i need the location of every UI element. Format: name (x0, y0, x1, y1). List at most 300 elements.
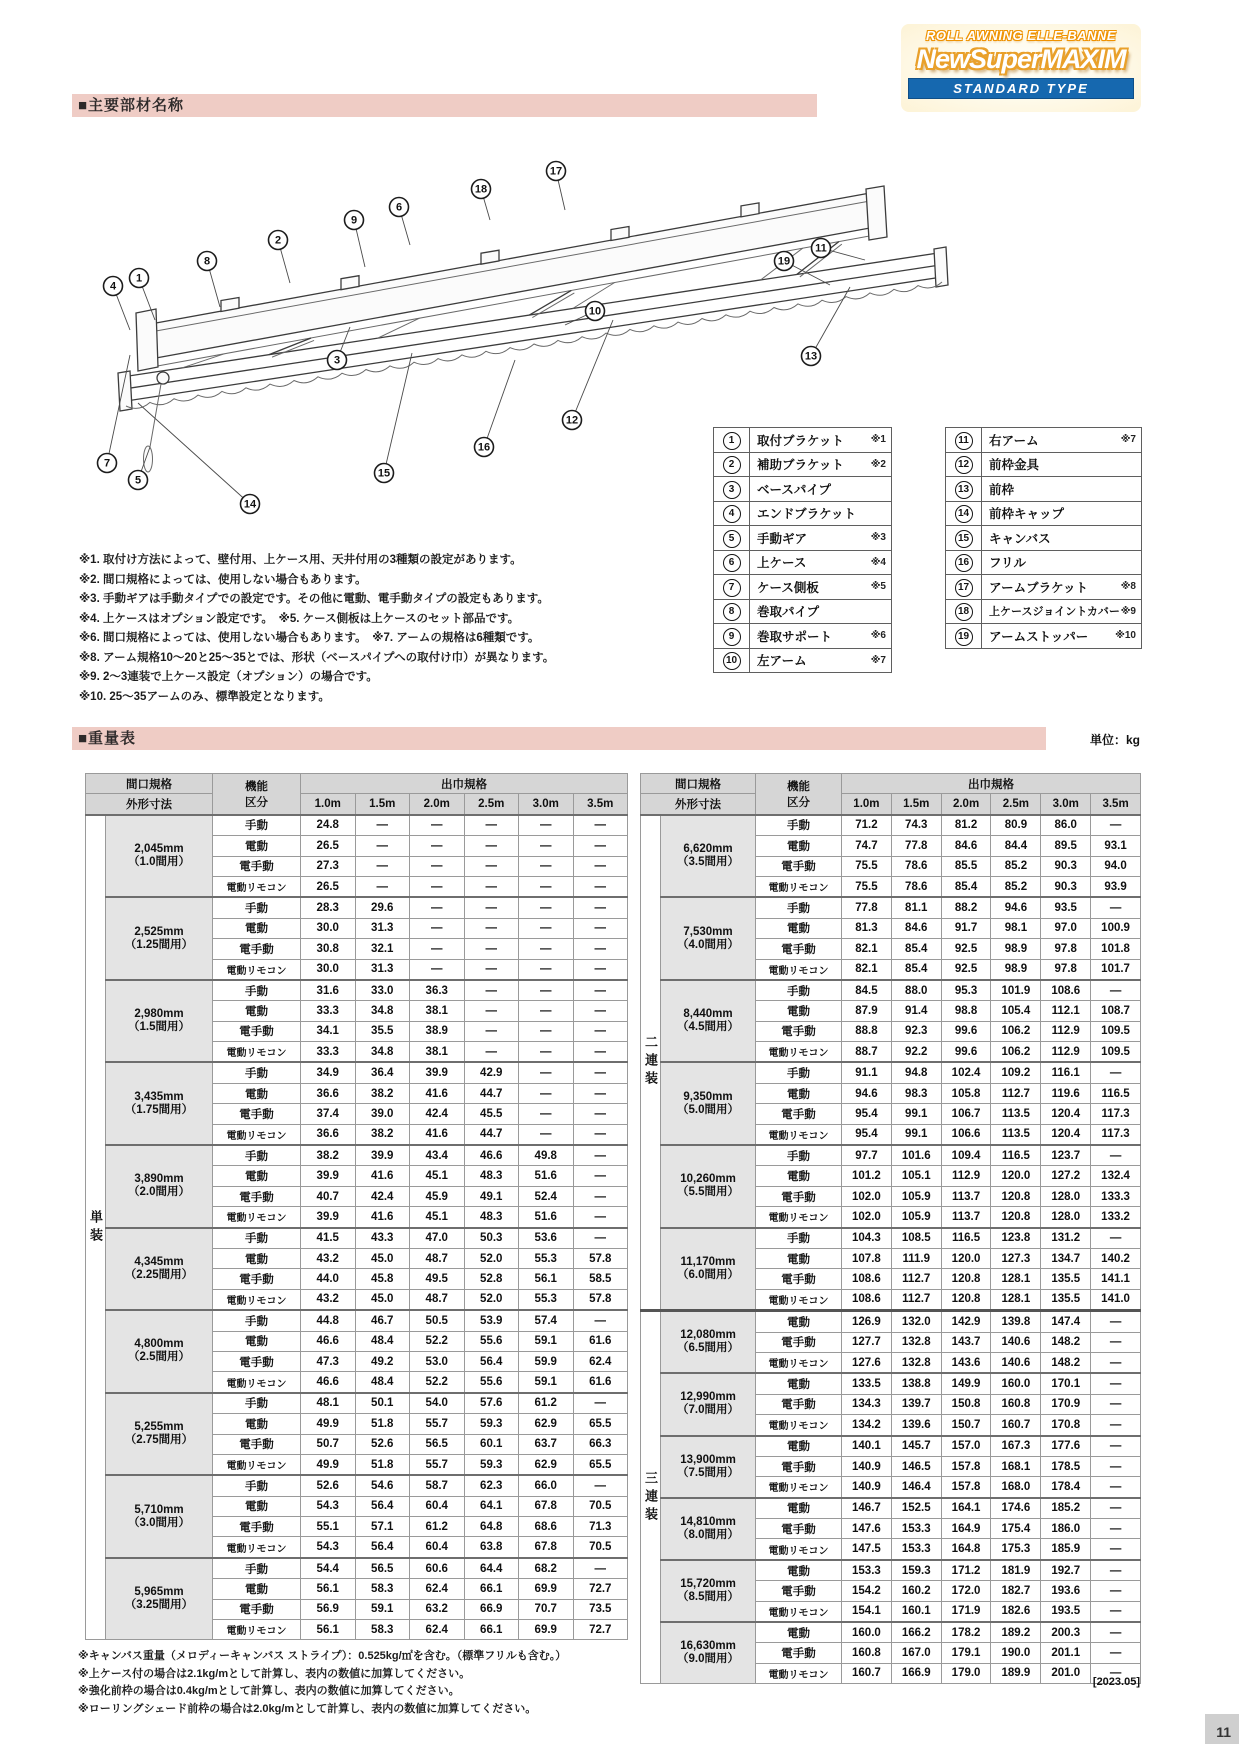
weight-value-cell: 102.0 (842, 1207, 892, 1228)
weight-value-cell: — (355, 836, 410, 856)
weight-value-cell: — (355, 876, 410, 897)
weight-value-cell: — (464, 939, 519, 959)
weight-value-cell: 94.6 (991, 897, 1041, 918)
weight-row (86, 1145, 628, 1166)
weight-value-cell: 172.0 (941, 1581, 991, 1601)
weight-value-cell: — (519, 836, 574, 856)
weight-value-cell: 154.1 (842, 1601, 892, 1622)
legend-number-cell (946, 428, 982, 453)
function-cell: 電動 (213, 1496, 301, 1516)
function-cell: 電動 (756, 1373, 842, 1394)
weight-value-cell: 108.5 (891, 1228, 941, 1249)
weight-value-cell: 54.0 (410, 1393, 465, 1414)
weight-value-cell: 32.1 (355, 939, 410, 959)
weight-value-cell: 60.6 (410, 1558, 465, 1579)
weight-value-cell: 53.9 (464, 1310, 519, 1331)
weight-value-cell: 102.0 (842, 1186, 892, 1206)
weight-value-cell: 39.9 (301, 1207, 356, 1228)
weight-value-cell: 168.0 (991, 1477, 1041, 1498)
weight-value-cell: 200.3 (1041, 1622, 1091, 1643)
weight-value-cell: 140.9 (842, 1477, 892, 1498)
weight-value-cell: 34.8 (355, 1001, 410, 1021)
weight-row (86, 1558, 628, 1579)
function-cell: 電動 (213, 1414, 301, 1434)
weight-row (641, 897, 1141, 918)
weight-value-cell: 98.3 (891, 1083, 941, 1103)
function-cell: 電動リモコン (213, 959, 301, 980)
weight-value-cell: 86.0 (1041, 815, 1091, 836)
weight-value-cell: 148.2 (1041, 1332, 1091, 1352)
weight-value-cell: 49.2 (355, 1351, 410, 1371)
weight-value-cell: 116.5 (991, 1145, 1041, 1166)
weight-value-cell: 44.8 (301, 1310, 356, 1331)
release-mark: [2023.05] (1092, 1676, 1140, 1688)
weight-value-cell: 140.6 (991, 1332, 1041, 1352)
weight-value-cell: — (573, 1124, 628, 1145)
weight-value-cell: 166.9 (891, 1663, 941, 1683)
legend-label-cell (750, 648, 892, 673)
weight-value-cell: 55.7 (410, 1454, 465, 1475)
function-cell: 電動リモコン (213, 876, 301, 897)
opening-size-cell: 2,525mm （1.25間用） (106, 897, 213, 980)
function-cell: 電手動 (213, 1104, 301, 1124)
weight-value-cell: 160.0 (991, 1373, 1041, 1394)
weight-value-cell: 56.9 (301, 1599, 356, 1619)
weight-value-cell: — (1091, 1601, 1141, 1622)
function-cell: 電動 (756, 918, 842, 938)
callout-1 (130, 269, 149, 288)
legend-label-cell (982, 599, 1142, 624)
callout-7 (98, 454, 117, 473)
legend-label-cell (982, 624, 1142, 649)
weight-value-cell: — (519, 1021, 574, 1041)
section-title-weight: ■重量表 (72, 727, 1046, 750)
weight-value-cell: 90.3 (1041, 856, 1091, 876)
weight-value-cell: 193.6 (1041, 1581, 1091, 1601)
function-cell: 電動 (756, 1248, 842, 1268)
function-cell: 電動リモコン (756, 1352, 842, 1373)
weight-value-cell: — (355, 856, 410, 876)
function-cell: 手動 (213, 1393, 301, 1414)
weight-value-cell: 179.1 (941, 1643, 991, 1663)
weight-value-cell: 116.5 (941, 1228, 991, 1249)
function-cell: 電手動 (213, 856, 301, 876)
parts-legend-left (713, 427, 892, 673)
legend-number-cell (714, 477, 750, 502)
weight-value-cell: 189.9 (991, 1663, 1041, 1683)
part-name: 前枠 (989, 482, 1015, 497)
svg-text:18: 18 (474, 183, 488, 196)
weight-value-cell: 38.1 (410, 1001, 465, 1021)
header-projection-size: 1.0m (842, 794, 892, 815)
svg-text:19: 19 (777, 255, 791, 268)
svg-text:11: 11 (815, 242, 827, 255)
function-cell: 電動リモコン (756, 876, 842, 897)
weight-value-cell: 120.0 (991, 1166, 1041, 1186)
weight-value-cell: 92.3 (891, 1021, 941, 1041)
weight-value-cell: 38.1 (410, 1042, 465, 1063)
weight-value-cell: 74.7 (842, 836, 892, 856)
brand-logo (901, 24, 1141, 112)
legend-label-cell (982, 526, 1142, 551)
weight-value-cell: 99.6 (941, 1021, 991, 1041)
weight-value-cell: 42.4 (410, 1104, 465, 1124)
weight-value-cell: 109.2 (991, 1062, 1041, 1083)
circled-number: 10 (723, 652, 741, 670)
weight-value-cell: — (573, 897, 628, 918)
weight-value-cell: 55.3 (519, 1248, 574, 1268)
weight-value-cell: 84.6 (941, 836, 991, 856)
weight-value-cell: 67.8 (519, 1537, 574, 1558)
weight-value-cell: 45.5 (464, 1104, 519, 1124)
opening-size-cell: 10,260mm （5.5間用） (661, 1145, 756, 1228)
weight-value-cell: 36.6 (301, 1083, 356, 1103)
header-projection-spec: 出巾規格 (842, 774, 1141, 794)
weight-value-cell: 47.0 (410, 1228, 465, 1249)
legend-row (946, 452, 1142, 477)
weight-value-cell: 100.9 (1091, 918, 1141, 938)
weight-value-cell: 44.7 (464, 1124, 519, 1145)
function-cell: 電手動 (756, 1519, 842, 1539)
weight-value-cell: — (519, 1042, 574, 1063)
function-cell: 電動リモコン (213, 1042, 301, 1063)
legend-number-cell (714, 452, 750, 477)
function-cell: 電動 (213, 836, 301, 856)
part-name: 手動ギア (757, 531, 808, 546)
weight-value-cell: 167.0 (891, 1643, 941, 1663)
weight-value-cell: 128.1 (991, 1289, 1041, 1310)
frill (126, 282, 942, 408)
weight-value-cell: 109.5 (1091, 1021, 1141, 1041)
weight-value-cell: 52.2 (410, 1372, 465, 1393)
opening-size-cell: 12,990mm （7.0間用） (661, 1373, 756, 1435)
weight-value-cell: 134.3 (842, 1394, 892, 1414)
footnote-line: ※4. 上ケースはオプション設定です。 ※5. ケース側板は上ケースのセット部品です。 (79, 612, 520, 625)
weight-value-cell: 105.8 (941, 1083, 991, 1103)
weight-value-cell: 120.8 (991, 1207, 1041, 1228)
weight-value-cell: 97.8 (1041, 939, 1091, 959)
circled-number: 1 (723, 432, 741, 450)
weight-value-cell: 56.4 (355, 1537, 410, 1558)
callout-4 (104, 277, 123, 296)
function-cell: 電動リモコン (756, 1207, 842, 1228)
weight-value-cell: 138.8 (891, 1373, 941, 1394)
weight-value-cell: 102.4 (941, 1062, 991, 1083)
weight-value-cell: — (573, 1166, 628, 1186)
weight-value-cell: — (573, 876, 628, 897)
function-cell: 手動 (756, 1062, 842, 1083)
weight-value-cell: — (1091, 1622, 1141, 1643)
weight-value-cell: — (410, 815, 465, 836)
weight-value-cell: 45.1 (410, 1207, 465, 1228)
weight-value-cell: 70.5 (573, 1496, 628, 1516)
weight-value-cell: 66.1 (464, 1579, 519, 1599)
weight-value-cell: 57.8 (573, 1289, 628, 1310)
weight-value-cell: 123.8 (991, 1228, 1041, 1249)
weight-value-cell: — (1091, 815, 1141, 836)
footnote-line: ※1. 取付け方法によって、壁付用、上ケース用、天井付用の3種類の設定があります。 (79, 554, 522, 566)
weight-value-cell: 48.4 (355, 1372, 410, 1393)
weight-value-cell: — (1091, 1456, 1141, 1476)
legend-number-cell (946, 477, 982, 502)
weight-value-cell: 27.3 (301, 856, 356, 876)
weight-value-cell: 88.8 (842, 1021, 892, 1041)
weight-value-cell: 89.5 (1041, 836, 1091, 856)
weight-value-cell: 127.2 (1041, 1166, 1091, 1186)
weight-value-cell: 140.2 (1091, 1248, 1141, 1268)
weight-value-cell: 117.3 (1091, 1124, 1141, 1145)
weight-value-cell: — (1091, 1145, 1141, 1166)
weight-value-cell: 90.3 (1041, 876, 1091, 897)
circled-number: 12 (955, 456, 973, 474)
part-name: ケース側板 (757, 580, 819, 595)
weight-value-cell: — (464, 897, 519, 918)
legend-row (714, 526, 892, 551)
opening-size-cell: 5,965mm （3.25間用） (106, 1558, 213, 1640)
legend-label-cell (982, 452, 1142, 477)
weight-value-cell: 64.4 (464, 1558, 519, 1579)
opening-size-cell: 6,620mm （3.5間用） (661, 815, 756, 898)
weight-value-cell: 170.1 (1041, 1373, 1091, 1394)
weight-value-cell: 113.7 (941, 1207, 991, 1228)
weight-value-cell: 56.4 (464, 1351, 519, 1371)
weight-value-cell: 43.2 (301, 1248, 356, 1268)
weight-value-cell: 41.6 (355, 1207, 410, 1228)
opening-size-cell: 8,440mm （4.5間用） (661, 980, 756, 1063)
weight-value-cell: 49.9 (301, 1414, 356, 1434)
weight-value-cell: 95.4 (842, 1104, 892, 1124)
weight-value-cell: 116.1 (1041, 1062, 1091, 1083)
weight-value-cell: 105.9 (891, 1186, 941, 1206)
header-opening-spec: 間口規格 (86, 774, 213, 794)
opening-size-cell: 5,255mm （2.75間用） (106, 1393, 213, 1476)
weight-value-cell: 59.1 (519, 1331, 574, 1351)
weight-value-cell: 140.9 (842, 1456, 892, 1476)
weight-value-cell: 50.5 (410, 1310, 465, 1331)
weight-value-cell: 70.5 (573, 1537, 628, 1558)
weight-value-cell: — (1091, 897, 1141, 918)
weight-value-cell: 168.1 (991, 1456, 1041, 1476)
legend-row (714, 624, 892, 649)
circled-number: 13 (955, 481, 973, 499)
footnote-line: ※6. 間口規格によっては、使用しない場合もあります。 ※7. アームの規格は6種類です。 (79, 632, 540, 644)
mount-type-label: 単装 (86, 815, 106, 1640)
function-cell: 手動 (213, 1558, 301, 1579)
footnote-line: ※3. 手動ギアは手動タイプでの設定です。その他に電動、電手動タイプの設定もあります。 (79, 593, 549, 605)
legend-label-cell (750, 550, 892, 575)
weight-value-cell: 178.2 (941, 1622, 991, 1643)
weight-value-cell: — (573, 918, 628, 938)
weight-value-cell: — (464, 918, 519, 938)
header-outer-dimension: 外形寸法 (86, 794, 213, 815)
weight-value-cell: 120.4 (1041, 1124, 1091, 1145)
weight-value-cell: 54.3 (301, 1537, 356, 1558)
weight-value-cell: 31.3 (355, 959, 410, 980)
weight-value-cell: 49.1 (464, 1186, 519, 1206)
weight-value-cell: 28.3 (301, 897, 356, 918)
function-cell: 電手動 (756, 939, 842, 959)
weight-value-cell: 98.1 (991, 918, 1041, 938)
weight-value-cell: 48.7 (410, 1289, 465, 1310)
weight-value-cell: 65.5 (573, 1454, 628, 1475)
function-cell: 電動リモコン (756, 1477, 842, 1498)
weight-value-cell: 134.2 (842, 1415, 892, 1436)
weight-value-cell: — (519, 1062, 574, 1083)
weight-value-cell: 167.3 (991, 1436, 1041, 1457)
weight-value-cell: 97.0 (1041, 918, 1091, 938)
weight-value-cell: 56.1 (519, 1269, 574, 1289)
function-cell: 電手動 (756, 1394, 842, 1414)
weight-value-cell: 175.4 (991, 1519, 1041, 1539)
weight-value-cell: — (464, 1021, 519, 1041)
weight-value-cell: 52.2 (410, 1331, 465, 1351)
weight-value-cell: 52.6 (301, 1475, 356, 1496)
weight-value-cell: — (519, 856, 574, 876)
part-name: アームストッパー (989, 629, 1089, 644)
function-cell: 電動リモコン (213, 1124, 301, 1145)
weight-value-cell: 97.8 (1041, 959, 1091, 980)
weight-value-cell: 33.0 (355, 980, 410, 1001)
weight-value-cell: 41.6 (410, 1083, 465, 1103)
weight-value-cell: 41.6 (410, 1124, 465, 1145)
weight-value-cell: 160.2 (891, 1581, 941, 1601)
weight-value-cell: — (573, 1042, 628, 1063)
weight-value-cell: 73.5 (573, 1599, 628, 1619)
brand-logo-tagline: ROLL AWNING ELLE-BANNE (925, 28, 1117, 43)
weight-value-cell: 182.6 (991, 1601, 1041, 1622)
function-cell: 手動 (213, 1310, 301, 1331)
weight-value-cell: 63.7 (519, 1434, 574, 1454)
weight-value-cell: 40.7 (301, 1186, 356, 1206)
weight-value-cell: 97.7 (842, 1145, 892, 1166)
header-projection-size: 3.5m (1091, 794, 1141, 815)
weight-value-cell: — (573, 1104, 628, 1124)
weight-value-cell: 112.7 (891, 1289, 941, 1310)
weight-value-cell: 31.3 (355, 918, 410, 938)
weight-value-cell: 150.7 (941, 1415, 991, 1436)
roll-pipe (152, 235, 875, 367)
svg-text:5: 5 (134, 474, 142, 487)
callout-11 (812, 239, 831, 258)
weight-value-cell: 146.4 (891, 1477, 941, 1498)
weight-value-cell: 59.1 (519, 1372, 574, 1393)
weight-value-cell: — (573, 1558, 628, 1579)
weight-value-cell: 201.1 (1041, 1643, 1091, 1663)
weight-value-cell: 189.2 (991, 1622, 1041, 1643)
weight-value-cell: 190.0 (991, 1643, 1041, 1663)
weight-value-cell: 66.1 (464, 1620, 519, 1640)
function-cell: 電手動 (213, 1269, 301, 1289)
weight-value-cell: 153.3 (891, 1519, 941, 1539)
weight-value-cell: 43.4 (410, 1145, 465, 1166)
legend-number-cell (946, 452, 982, 477)
weight-value-cell: 146.5 (891, 1456, 941, 1476)
weight-value-cell: 105.4 (991, 1001, 1041, 1021)
function-cell: 電手動 (213, 1186, 301, 1206)
callout-18 (472, 180, 491, 199)
header-projection-spec: 出巾規格 (301, 774, 628, 794)
circled-number: 3 (723, 481, 741, 499)
weight-value-cell: 135.5 (1041, 1269, 1091, 1289)
weight-value-cell: — (573, 1083, 628, 1103)
weight-value-cell: 34.9 (301, 1062, 356, 1083)
weight-value-cell: 93.5 (1041, 897, 1091, 918)
weight-value-cell: 159.3 (891, 1560, 941, 1581)
footnote-line: ※ローリングシェード前枠の場合は2.0kg/mとして計算し、表内の数値に加算してください。 (78, 1702, 537, 1715)
weight-value-cell: 112.1 (1041, 1001, 1091, 1021)
legend-row (946, 550, 1142, 575)
weight-value-cell: 50.7 (301, 1434, 356, 1454)
opening-size-cell: 4,345mm （2.25間用） (106, 1228, 213, 1311)
function-cell: 電動リモコン (756, 1415, 842, 1436)
weight-value-cell: — (410, 939, 465, 959)
weight-value-cell: 99.1 (891, 1104, 941, 1124)
callout-16 (475, 438, 494, 457)
callout-14 (241, 495, 260, 514)
legend-number-cell (714, 501, 750, 526)
circled-number: 6 (723, 554, 741, 572)
weight-value-cell: 26.5 (301, 836, 356, 856)
weight-value-cell: 71.2 (842, 815, 892, 836)
weight-value-cell: 81.3 (842, 918, 892, 938)
weight-value-cell: 52.0 (464, 1289, 519, 1310)
weight-value-cell: 42.4 (355, 1186, 410, 1206)
legend-label-cell (750, 452, 892, 477)
weight-table-footnotes (78, 1648, 566, 1718)
weight-value-cell: 153.3 (891, 1539, 941, 1560)
weight-value-cell: 64.1 (464, 1496, 519, 1516)
weight-value-cell: 55.6 (464, 1372, 519, 1393)
weight-value-cell: 160.7 (991, 1415, 1041, 1436)
function-cell: 手動 (213, 980, 301, 1001)
weight-value-cell: 127.7 (842, 1332, 892, 1352)
footnote-line: ※8. アーム規格10～20と25～35とでは、形状（ベースパイプへの取付け巾）が異なります。 (79, 651, 555, 664)
weight-value-cell: 128.1 (991, 1269, 1041, 1289)
legend-row (714, 575, 892, 600)
function-cell: 電手動 (756, 856, 842, 876)
header-projection-size: 2.5m (991, 794, 1041, 815)
function-cell: 電動リモコン (756, 1124, 842, 1145)
weight-value-cell: 106.2 (991, 1021, 1041, 1041)
function-cell: 電動リモコン (756, 1042, 842, 1063)
weight-value-cell: 146.7 (842, 1498, 892, 1519)
weight-value-cell: 52.0 (464, 1248, 519, 1268)
weight-value-cell: — (519, 876, 574, 897)
opening-size-cell: 16,630mm （9.0間用） (661, 1622, 756, 1684)
header-projection-size: 3.0m (1041, 794, 1091, 815)
weight-value-cell: 45.0 (355, 1289, 410, 1310)
header-projection-size: 1.5m (891, 794, 941, 815)
svg-text:2: 2 (274, 234, 282, 247)
weight-value-cell: 57.1 (355, 1517, 410, 1537)
weight-value-cell: 41.6 (355, 1166, 410, 1186)
weight-value-cell: 56.5 (355, 1558, 410, 1579)
legend-label-cell (750, 599, 892, 624)
weight-row (641, 1311, 1141, 1332)
circled-number: 2 (723, 456, 741, 474)
weight-value-cell: 51.6 (519, 1166, 574, 1186)
weight-row (86, 897, 628, 918)
callout-2 (269, 231, 288, 250)
svg-text:14: 14 (243, 498, 257, 511)
weight-value-cell: 60.4 (410, 1496, 465, 1516)
weight-value-cell: 109.5 (1091, 1042, 1141, 1063)
callout-6 (390, 198, 409, 217)
weight-value-cell: 49.5 (410, 1269, 465, 1289)
circled-number: 5 (723, 530, 741, 548)
weight-value-cell: — (573, 1186, 628, 1206)
weight-value-cell: 62.9 (519, 1414, 574, 1434)
